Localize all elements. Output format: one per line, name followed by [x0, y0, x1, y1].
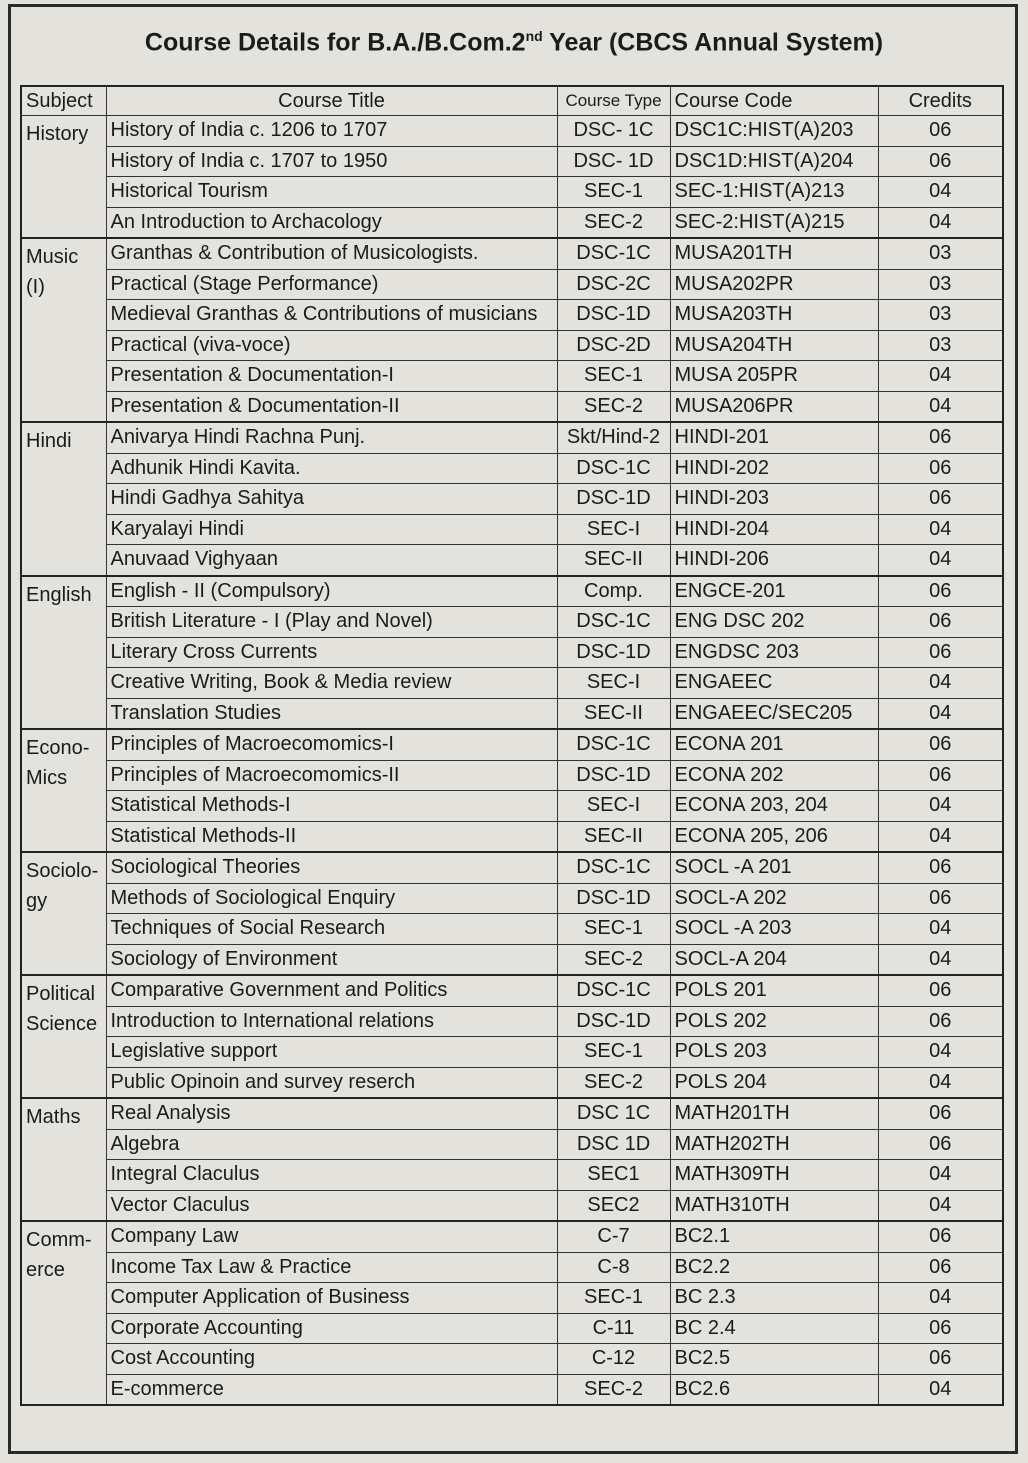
- table-body: [21, 116, 1003, 1406]
- page-title: [0, 28, 1028, 57]
- course-type-cell: SEC-2: [557, 391, 670, 422]
- course-type-cell: SEC-2: [557, 207, 670, 238]
- subject-cell: Music (I): [21, 238, 106, 422]
- subject-cell: Comm- erce: [21, 1221, 106, 1405]
- course-title-cell: English - II (Compulsory): [106, 576, 557, 607]
- table-row: [21, 607, 1003, 638]
- course-title-cell: Principles of Macroecomomics-II: [106, 760, 557, 791]
- course-code-cell: DSC1D:HIST(A)204: [670, 146, 878, 177]
- course-code-cell: MUSA206PR: [670, 391, 878, 422]
- credits-cell: 04: [878, 391, 1003, 422]
- table-row: [21, 453, 1003, 484]
- table-row: [21, 637, 1003, 668]
- course-type-cell: DSC-1C: [557, 238, 670, 269]
- course-code-cell: DSC1C:HIST(A)203: [670, 116, 878, 147]
- course-title-cell: Anivarya Hindi Rachna Punj.: [106, 422, 557, 453]
- credits-cell: 06: [878, 1221, 1003, 1252]
- table-row: [21, 238, 1003, 269]
- table-row: [21, 760, 1003, 791]
- table-row: [21, 1344, 1003, 1375]
- table-row: [21, 668, 1003, 699]
- course-title-cell: Comparative Government and Politics: [106, 975, 557, 1006]
- course-type-cell: DSC-1C: [557, 975, 670, 1006]
- course-title-cell: Karyalayi Hindi: [106, 514, 557, 545]
- course-type-cell: SEC-2: [557, 1067, 670, 1098]
- table-row: [21, 1098, 1003, 1129]
- credits-cell: 06: [878, 975, 1003, 1006]
- subject-cell: Sociolo- gy: [21, 852, 106, 975]
- course-title-cell: Legislative support: [106, 1037, 557, 1068]
- credits-cell: 06: [878, 1129, 1003, 1160]
- course-title-cell: Income Tax Law & Practice: [106, 1252, 557, 1283]
- credits-cell: 04: [878, 668, 1003, 699]
- course-type-cell: DSC-1D: [557, 1006, 670, 1037]
- course-type-cell: C-12: [557, 1344, 670, 1375]
- course-code-cell: POLS 202: [670, 1006, 878, 1037]
- course-code-cell: ECONA 201: [670, 729, 878, 760]
- course-code-cell: MUSA203TH: [670, 300, 878, 331]
- course-code-cell: BC 2.3: [670, 1283, 878, 1314]
- course-code-cell: MUSA202PR: [670, 269, 878, 300]
- header-subject: Subject: [21, 86, 106, 116]
- credits-cell: 06: [878, 1252, 1003, 1283]
- table-row: [21, 914, 1003, 945]
- course-title-cell: Medieval Granthas & Contributions of musicians: [106, 300, 557, 331]
- credits-cell: 06: [878, 729, 1003, 760]
- credits-cell: 06: [878, 484, 1003, 515]
- course-type-cell: DSC-2D: [557, 330, 670, 361]
- course-type-cell: DSC- 1C: [557, 116, 670, 147]
- course-title-cell: Principles of Macroecomomics-I: [106, 729, 557, 760]
- course-type-cell: SEC1: [557, 1160, 670, 1191]
- table-row: [21, 116, 1003, 147]
- course-title-cell: British Literature - I (Play and Novel): [106, 607, 557, 638]
- credits-cell: 04: [878, 914, 1003, 945]
- credits-cell: 06: [878, 422, 1003, 453]
- header-course-code: Course Code: [670, 86, 878, 116]
- header-row: [21, 86, 1003, 116]
- course-title-cell: Real Analysis: [106, 1098, 557, 1129]
- credits-cell: 04: [878, 1067, 1003, 1098]
- course-type-cell: SEC-II: [557, 821, 670, 852]
- course-type-cell: SEC2: [557, 1190, 670, 1221]
- course-code-cell: BC2.2: [670, 1252, 878, 1283]
- table-row: [21, 1190, 1003, 1221]
- credits-cell: 04: [878, 177, 1003, 208]
- course-type-cell: DSC 1D: [557, 1129, 670, 1160]
- credits-cell: 04: [878, 821, 1003, 852]
- course-type-cell: DSC-1D: [557, 883, 670, 914]
- course-code-cell: MATH310TH: [670, 1190, 878, 1221]
- course-title-cell: Corporate Accounting: [106, 1313, 557, 1344]
- credits-cell: 03: [878, 238, 1003, 269]
- course-type-cell: SEC-1: [557, 361, 670, 392]
- credits-cell: 06: [878, 760, 1003, 791]
- course-type-cell: Comp.: [557, 576, 670, 607]
- table-row: [21, 729, 1003, 760]
- table-row: [21, 391, 1003, 422]
- credits-cell: 06: [878, 1344, 1003, 1375]
- table-row: [21, 1221, 1003, 1252]
- credits-cell: 04: [878, 1037, 1003, 1068]
- course-title-cell: History of India c. 1206 to 1707: [106, 116, 557, 147]
- course-title-cell: Presentation & Documentation-I: [106, 361, 557, 392]
- table-row: [21, 146, 1003, 177]
- course-code-cell: HINDI-202: [670, 453, 878, 484]
- subject-cell: Econo- Mics: [21, 729, 106, 852]
- credits-cell: 04: [878, 1283, 1003, 1314]
- header-course-title: Course Title: [106, 86, 557, 116]
- course-code-cell: SEC-1:HIST(A)213: [670, 177, 878, 208]
- course-type-cell: DSC-1C: [557, 453, 670, 484]
- credits-cell: 04: [878, 514, 1003, 545]
- course-title-cell: Practical (viva-voce): [106, 330, 557, 361]
- course-code-cell: MATH202TH: [670, 1129, 878, 1160]
- course-code-cell: SOCL -A 203: [670, 914, 878, 945]
- course-code-cell: SEC-2:HIST(A)215: [670, 207, 878, 238]
- credits-cell: 04: [878, 791, 1003, 822]
- course-type-cell: DSC-1D: [557, 637, 670, 668]
- course-title-cell: Sociology of Environment: [106, 944, 557, 975]
- course-code-cell: BC2.1: [670, 1221, 878, 1252]
- table-row: [21, 1067, 1003, 1098]
- course-title-cell: Practical (Stage Performance): [106, 269, 557, 300]
- course-code-cell: ECONA 202: [670, 760, 878, 791]
- course-type-cell: SEC-1: [557, 914, 670, 945]
- credits-cell: 03: [878, 300, 1003, 331]
- table-row: [21, 484, 1003, 515]
- course-title-cell: Computer Application of Business: [106, 1283, 557, 1314]
- table-row: [21, 1313, 1003, 1344]
- course-code-cell: BC 2.4: [670, 1313, 878, 1344]
- subject-cell: History: [21, 116, 106, 239]
- course-code-cell: ENGAEEC/SEC205: [670, 698, 878, 729]
- course-type-cell: SEC-I: [557, 668, 670, 699]
- course-type-cell: DSC- 1D: [557, 146, 670, 177]
- course-type-cell: DSC-1C: [557, 607, 670, 638]
- subject-cell: English: [21, 576, 106, 730]
- course-type-cell: DSC-1C: [557, 729, 670, 760]
- credits-cell: 04: [878, 1374, 1003, 1405]
- course-type-cell: SEC-I: [557, 514, 670, 545]
- course-code-cell: POLS 204: [670, 1067, 878, 1098]
- table-row: [21, 330, 1003, 361]
- table-row: [21, 791, 1003, 822]
- course-code-cell: ENGDSC 203: [670, 637, 878, 668]
- subject-cell: Political Science: [21, 975, 106, 1098]
- table-row: [21, 1252, 1003, 1283]
- course-type-cell: SEC-1: [557, 1037, 670, 1068]
- credits-cell: 06: [878, 852, 1003, 883]
- course-type-cell: SEC-2: [557, 1374, 670, 1405]
- course-title-cell: Methods of Sociological Enquiry: [106, 883, 557, 914]
- credits-cell: 06: [878, 607, 1003, 638]
- title-main: Course Details for B.A./B.Com.2: [144, 28, 526, 57]
- course-type-cell: SEC-II: [557, 545, 670, 576]
- subject-cell: Hindi: [21, 422, 106, 576]
- course-title-cell: Statistical Methods-II: [106, 821, 557, 852]
- course-title-cell: Literary Cross Currents: [106, 637, 557, 668]
- course-code-cell: HINDI-206: [670, 545, 878, 576]
- table-row: [21, 821, 1003, 852]
- course-code-cell: SOCL -A 201: [670, 852, 878, 883]
- course-type-cell: SEC-1: [557, 1283, 670, 1314]
- table-row: [21, 269, 1003, 300]
- course-type-cell: SEC-1: [557, 177, 670, 208]
- header-credits: Credits: [878, 86, 1003, 116]
- credits-cell: 03: [878, 269, 1003, 300]
- course-type-cell: DSC-1D: [557, 300, 670, 331]
- credits-cell: 04: [878, 944, 1003, 975]
- course-code-cell: MUSA204TH: [670, 330, 878, 361]
- credits-cell: 06: [878, 146, 1003, 177]
- table-row: [21, 361, 1003, 392]
- table-row: [21, 576, 1003, 607]
- credits-cell: 04: [878, 698, 1003, 729]
- course-title-cell: E-commerce: [106, 1374, 557, 1405]
- credits-cell: 06: [878, 453, 1003, 484]
- credits-cell: 06: [878, 637, 1003, 668]
- course-code-cell: ENGCE-201: [670, 576, 878, 607]
- course-type-cell: C-7: [557, 1221, 670, 1252]
- course-title-cell: Hindi Gadhya Sahitya: [106, 484, 557, 515]
- course-code-cell: POLS 203: [670, 1037, 878, 1068]
- course-code-cell: SOCL-A 204: [670, 944, 878, 975]
- table-row: [21, 1129, 1003, 1160]
- course-code-cell: BC2.6: [670, 1374, 878, 1405]
- course-code-cell: ENG DSC 202: [670, 607, 878, 638]
- course-title-cell: Introduction to International relations: [106, 1006, 557, 1037]
- credits-cell: 04: [878, 1160, 1003, 1191]
- course-title-cell: Adhunik Hindi Kavita.: [106, 453, 557, 484]
- subject-cell: Maths: [21, 1098, 106, 1221]
- course-title-cell: Integral Claculus: [106, 1160, 557, 1191]
- course-code-cell: MATH201TH: [670, 1098, 878, 1129]
- course-type-cell: DSC-1D: [557, 484, 670, 515]
- table-row: [21, 698, 1003, 729]
- course-title-cell: Cost Accounting: [106, 1344, 557, 1375]
- course-type-cell: DSC-1D: [557, 760, 670, 791]
- table-row: [21, 514, 1003, 545]
- course-code-cell: HINDI-203: [670, 484, 878, 515]
- title-superscript: nd: [525, 28, 543, 44]
- course-code-cell: ECONA 205, 206: [670, 821, 878, 852]
- course-title-cell: An Introduction to Archacology: [106, 207, 557, 238]
- course-title-cell: Algebra: [106, 1129, 557, 1160]
- course-code-cell: BC2.5: [670, 1344, 878, 1375]
- course-code-cell: HINDI-204: [670, 514, 878, 545]
- header-course-type: Course Type: [557, 86, 670, 116]
- course-code-cell: ECONA 203, 204: [670, 791, 878, 822]
- course-code-cell: MUSA 205PR: [670, 361, 878, 392]
- course-title-cell: Anuvaad Vighyaan: [106, 545, 557, 576]
- table-row: [21, 422, 1003, 453]
- course-code-cell: ENGAEEC: [670, 668, 878, 699]
- credits-cell: 06: [878, 1098, 1003, 1129]
- table-row: [21, 852, 1003, 883]
- course-code-cell: SOCL-A 202: [670, 883, 878, 914]
- table-row: [21, 177, 1003, 208]
- table-row: [21, 1283, 1003, 1314]
- course-title-cell: Presentation & Documentation-II: [106, 391, 557, 422]
- course-type-cell: Skt/Hind-2: [557, 422, 670, 453]
- course-type-cell: DSC-1C: [557, 852, 670, 883]
- table-row: [21, 1374, 1003, 1405]
- course-type-cell: SEC-2: [557, 944, 670, 975]
- table-row: [21, 883, 1003, 914]
- course-code-cell: HINDI-201: [670, 422, 878, 453]
- credits-cell: 06: [878, 883, 1003, 914]
- credits-cell: 06: [878, 576, 1003, 607]
- credits-cell: 03: [878, 330, 1003, 361]
- course-type-cell: DSC-2C: [557, 269, 670, 300]
- table-row: [21, 944, 1003, 975]
- course-title-cell: Statistical Methods-I: [106, 791, 557, 822]
- course-title-cell: Techniques of Social Research: [106, 914, 557, 945]
- credits-cell: 04: [878, 361, 1003, 392]
- course-code-cell: POLS 201: [670, 975, 878, 1006]
- table-row: [21, 1006, 1003, 1037]
- credits-cell: 06: [878, 1006, 1003, 1037]
- table-row: [21, 300, 1003, 331]
- table-row: [21, 1037, 1003, 1068]
- credits-cell: 04: [878, 545, 1003, 576]
- course-type-cell: DSC 1C: [557, 1098, 670, 1129]
- course-title-cell: Granthas & Contribution of Musicologists.: [106, 238, 557, 269]
- course-title-cell: History of India c. 1707 to 1950: [106, 146, 557, 177]
- credits-cell: 06: [878, 1313, 1003, 1344]
- course-title-cell: Public Opinoin and survey reserch: [106, 1067, 557, 1098]
- course-code-cell: MATH309TH: [670, 1160, 878, 1191]
- course-details-table: [20, 85, 1004, 1406]
- credits-cell: 06: [878, 116, 1003, 147]
- course-type-cell: SEC-I: [557, 791, 670, 822]
- course-title-cell: Translation Studies: [106, 698, 557, 729]
- course-type-cell: C-11: [557, 1313, 670, 1344]
- course-title-cell: Creative Writing, Book & Media review: [106, 668, 557, 699]
- course-code-cell: MUSA201TH: [670, 238, 878, 269]
- course-type-cell: C-8: [557, 1252, 670, 1283]
- course-title-cell: Company Law: [106, 1221, 557, 1252]
- table-row: [21, 1160, 1003, 1191]
- course-title-cell: Historical Tourism: [106, 177, 557, 208]
- title-rest: Year (CBCS Annual System): [542, 28, 884, 57]
- credits-cell: 04: [878, 1190, 1003, 1221]
- course-title-cell: Vector Claculus: [106, 1190, 557, 1221]
- table-row: [21, 545, 1003, 576]
- course-type-cell: SEC-II: [557, 698, 670, 729]
- course-title-cell: Sociological Theories: [106, 852, 557, 883]
- table-row: [21, 207, 1003, 238]
- table-row: [21, 975, 1003, 1006]
- credits-cell: 04: [878, 207, 1003, 238]
